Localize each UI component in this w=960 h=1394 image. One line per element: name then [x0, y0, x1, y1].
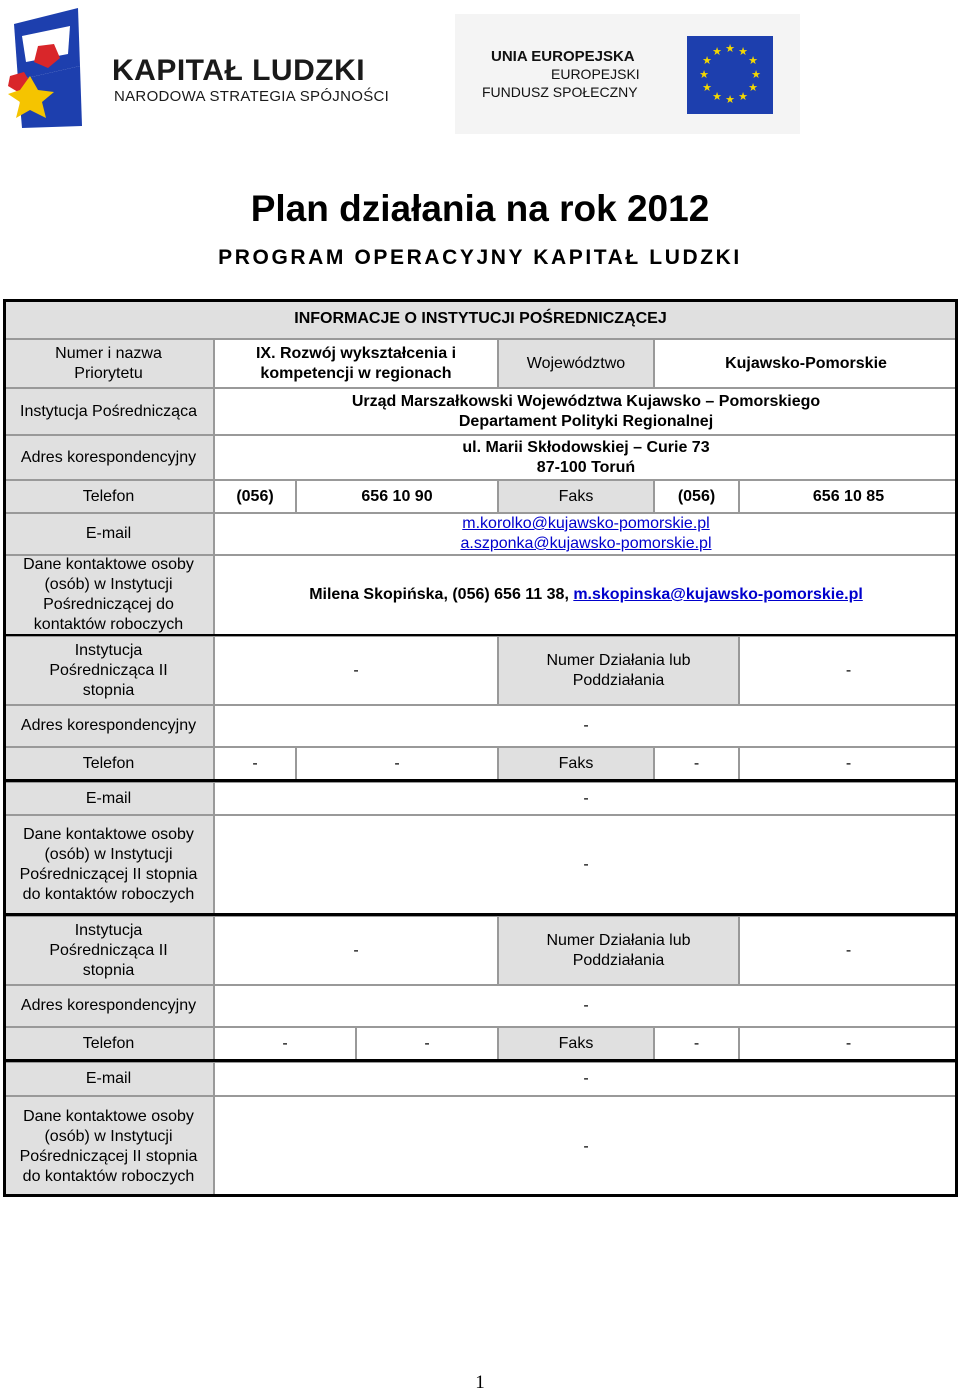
- contact-value: [214, 555, 958, 635]
- ip2-address-label: Adres korespondencyjny: [3, 985, 214, 1027]
- email-link-2[interactable]: a.szponka@kujawsko-pomorskie.pl: [460, 535, 712, 552]
- phone-code: (056): [214, 480, 296, 513]
- kapital-ludzki-emblem-icon: [8, 6, 108, 130]
- email-label: E-mail: [3, 513, 214, 555]
- svg-text:★: ★: [748, 81, 758, 94]
- ip2-contact-value: -: [214, 815, 958, 914]
- fax-code: (056): [654, 480, 739, 513]
- ip2-contact-label: Dane kontaktowe osoby (osób) w Instytucji Pośredniczącej II stopnia do kontaktów roboczych: [3, 815, 214, 914]
- eu-logo-line2: EUROPEJSKI: [551, 66, 640, 82]
- priority-value: IX. Rozwój wykształcenia i kompetencji w regionach: [214, 339, 498, 388]
- address-line1: ul. Marii Skłodowskiej – Curie 73: [462, 438, 710, 456]
- ip2-fax-code: -: [654, 747, 739, 780]
- phone-label: Telefon: [3, 480, 214, 513]
- ip-value-line1: Urząd Marszałkowski Województwa Kujawsko – Pomorskiego: [351, 392, 821, 410]
- svg-text:★: ★: [702, 54, 712, 67]
- svg-text:★: ★: [748, 54, 758, 67]
- contact-email-link[interactable]: m.skopinska@kujawsko-pomorskie.pl: [573, 586, 863, 603]
- phone-number: 656 10 90: [296, 480, 498, 513]
- ip2-email-label: E-mail: [3, 1062, 214, 1096]
- contact-label: Dane kontaktowe osoby (osób) w Instytucji Pośredniczącej do kontaktów roboczych: [3, 555, 214, 635]
- address-value: [214, 435, 958, 480]
- ip2-contact-value: -: [214, 1096, 958, 1197]
- page-subtitle: PROGRAM OPERACYJNY KAPITAŁ LUDZKI: [218, 246, 742, 269]
- page-title: Plan działania na rok 2012: [250, 188, 710, 229]
- voivodeship-label: Województwo: [498, 339, 654, 388]
- svg-text:★: ★: [725, 93, 735, 106]
- ip2-fax-label: Faks: [498, 747, 654, 780]
- svg-text:★: ★: [738, 90, 748, 103]
- ip2-phone-code: -: [214, 747, 296, 780]
- page-number: 1: [475, 1372, 485, 1393]
- ip2-phone-label: Telefon: [3, 1027, 214, 1060]
- ip2-email-value: -: [214, 782, 958, 815]
- ip2-phone-label: Telefon: [3, 747, 214, 780]
- voivodeship-value: Kujawsko-Pomorskie: [654, 339, 958, 388]
- contact-value-text: Milena Skopińska, (056) 656 11 38,: [309, 586, 574, 603]
- svg-text:★: ★: [738, 45, 748, 58]
- fax-number: 656 10 85: [739, 480, 958, 513]
- ip2-value: -: [214, 916, 498, 985]
- eu-flag-icon: [687, 36, 773, 114]
- kapital-ludzki-title: KAPITAŁ LUDZKI: [112, 54, 366, 87]
- measure-value: -: [739, 636, 958, 705]
- ip2-phone-code: -: [214, 1027, 356, 1060]
- ip2-label: Instytucja Pośrednicząca II stopnia: [3, 636, 214, 705]
- ip2-phone-number: -: [296, 747, 498, 780]
- fax-label: Faks: [498, 480, 654, 513]
- ip2-fax-number: -: [739, 747, 958, 780]
- ip2-address-value: -: [214, 705, 958, 747]
- priority-label: Numer i nazwa Priorytetu: [3, 339, 214, 388]
- measure-value: -: [739, 916, 958, 985]
- eu-logo: [455, 14, 800, 134]
- address-line2: 87-100 Toruń: [536, 458, 636, 476]
- section-header: INFORMACJE O INSTYTUCJI POŚREDNICZĄCEJ: [3, 299, 958, 339]
- ip2-fax-label: Faks: [498, 1027, 654, 1060]
- ip-value-line2: Departament Polityki Regionalnej: [458, 412, 714, 430]
- eu-logo-line1: UNIA EUROPEJSKA: [491, 48, 635, 65]
- ip-label: Instytucja Pośrednicząca: [3, 388, 214, 435]
- email-link-1[interactable]: m.korolko@kujawsko-pomorskie.pl: [462, 515, 710, 532]
- svg-text:★: ★: [712, 90, 722, 103]
- svg-text:★: ★: [751, 68, 761, 81]
- ip2-email-value: -: [214, 1062, 958, 1096]
- ip2-phone-number: -: [356, 1027, 498, 1060]
- svg-text:★: ★: [725, 42, 735, 55]
- ip2-fax-number: -: [739, 1027, 958, 1060]
- email-value: [214, 513, 958, 555]
- measure-label: Numer Działania lub Poddziałania: [498, 636, 739, 705]
- eu-logo-line3: FUNDUSZ SPOŁECZNY: [482, 84, 638, 100]
- svg-text:★: ★: [702, 81, 712, 94]
- ip2-email-label: E-mail: [3, 782, 214, 815]
- ip2-fax-code: -: [654, 1027, 739, 1060]
- kapital-ludzki-logo: [8, 6, 388, 130]
- kapital-ludzki-subtitle: NARODOWA STRATEGIA SPÓJNOŚCI: [114, 88, 390, 105]
- ip2-contact-label: Dane kontaktowe osoby (osób) w Instytucji Pośredniczącej II stopnia do kontaktów roboczych: [3, 1096, 214, 1197]
- address-label: Adres korespondencyjny: [3, 435, 214, 480]
- ip2-address-label: Adres korespondencyjny: [3, 705, 214, 747]
- svg-text:★: ★: [699, 68, 709, 81]
- ip-value: [214, 388, 958, 435]
- ip2-address-value: -: [214, 985, 958, 1027]
- ip2-value: -: [214, 636, 498, 705]
- svg-text:★: ★: [712, 45, 722, 58]
- ip2-label: Instytucja Pośrednicząca II stopnia: [3, 916, 214, 985]
- measure-label: Numer Działania lub Poddziałania: [498, 916, 739, 985]
